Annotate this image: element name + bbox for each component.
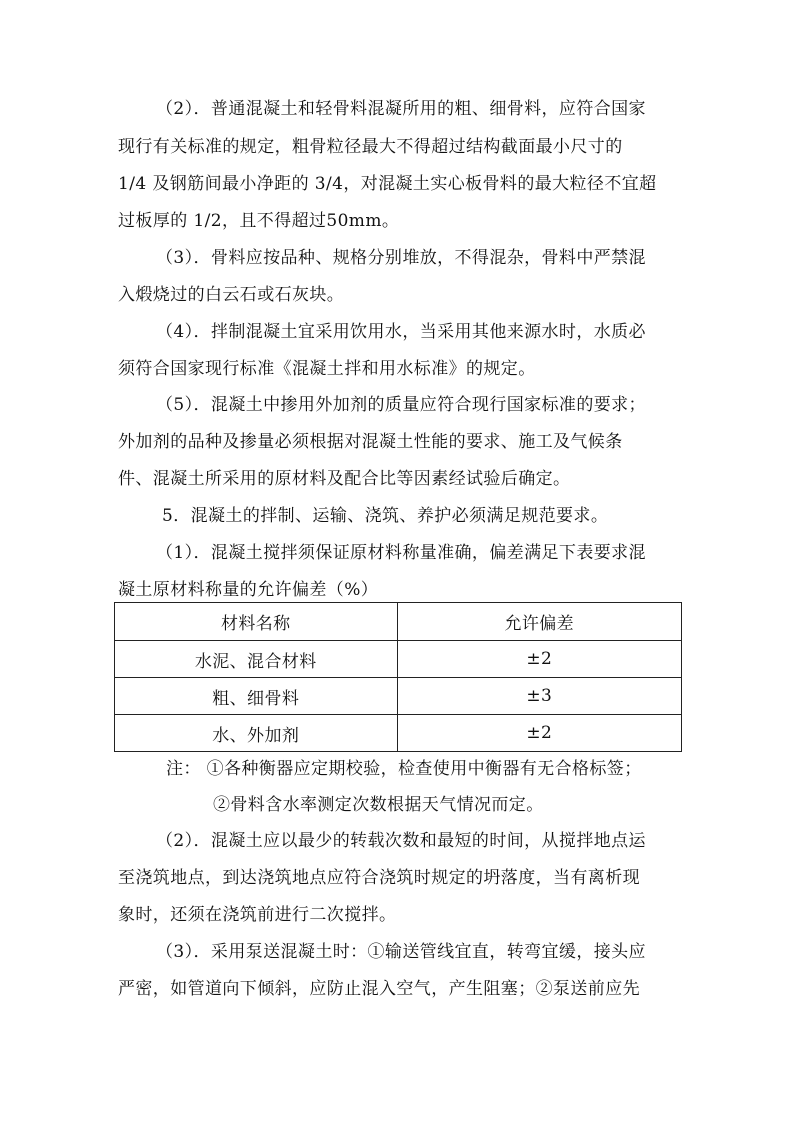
tolerance-table (114, 602, 682, 752)
paragraph-4-line-2: 须符合国家现行标准《混凝土拌和用水标准》的规定。 (118, 359, 536, 379)
table-cell-material: 水泥、混合材料 (115, 641, 398, 678)
section-5-heading: 5．混凝土的拌制、运输、浇筑、养护必须满足规范要求。 (162, 506, 609, 526)
table-header-material: 材料名称 (115, 603, 398, 641)
paragraph-5-line-2: 外加剂的品种及掺量必须根据对混凝土性能的要求、施工及气候条 (118, 432, 623, 452)
table-row (115, 678, 682, 715)
table-cell-tolerance: ±3 (397, 678, 682, 715)
paragraph-2-line-4: 过板厚的 1/2，且不得超过50mm。 (118, 211, 400, 231)
note-line-1: 注： ①各种衡器应定期校验，检查使用中衡器有无合格标签； (166, 759, 642, 779)
table-row (115, 641, 682, 678)
table-cell-tolerance: ±2 (397, 641, 682, 678)
sub-2-line-2: 至浇筑地点，到达浇筑地点应符合浇筑时规定的坍落度，当有离析现 (118, 868, 640, 888)
note-line-2: ②骨料含水率测定次数根据天气情况而定。 (213, 795, 544, 815)
paragraph-2-line-3: 1/4 及钢筋间最小净距的 3/4，对混凝土实心板骨料的最大粒径不宜超 (118, 174, 657, 194)
paragraph-2-line-2: 现行有关标准的规定，粗骨粒径最大不得超过结构截面最小尺寸的 (118, 137, 623, 157)
paragraph-5-line-1: （5）．混凝土中掺用外加剂的质量应符合现行国家标准的要求； (156, 395, 646, 415)
sub-3-line-1: （3）．采用泵送混凝土时：①输送管线宜直，转弯宜缓，接头应 (156, 942, 646, 962)
paragraph-3-line-2: 入煅烧过的白云石或石灰块。 (118, 285, 345, 305)
table-row (115, 715, 682, 752)
paragraph-5-line-3: 件、混凝土所采用的原材料及配合比等因素经试验后确定。 (118, 469, 571, 489)
table-header-tolerance: 允许偏差 (397, 603, 682, 641)
table-cell-material: 水、外加剂 (115, 715, 398, 752)
sub-2-line-1: （2）．混凝土应以最少的转载次数和最短的时间，从搅拌地点运 (156, 831, 646, 851)
sub-3-line-2: 严密，如管道向下倾斜，应防止混入空气，产生阻塞；②泵送前应先 (118, 979, 640, 999)
paragraph-4-line-1: （4）．拌制混凝土宜采用饮用水，当采用其他来源水时，水质必 (156, 322, 646, 342)
table-cell-tolerance: ±2 (397, 715, 682, 752)
paragraph-2-line-1: （2）．普通混凝土和轻骨料混凝所用的粗、细骨料，应符合国家 (156, 99, 646, 119)
sub-1-line-2: 凝土原材料称量的允许偏差（%） (118, 580, 379, 600)
table-cell-material: 粗、细骨料 (115, 678, 398, 715)
table-header-row (115, 603, 682, 641)
sub-1-line-1: （1）．混凝土搅拌须保证原材料称量准确，偏差满足下表要求混 (156, 543, 646, 563)
sub-2-line-3: 象时，还须在浇筑前进行二次搅拌。 (118, 905, 397, 925)
paragraph-3-line-1: （3）．骨料应按品种、规格分别堆放，不得混杂，骨料中严禁混 (156, 248, 646, 268)
